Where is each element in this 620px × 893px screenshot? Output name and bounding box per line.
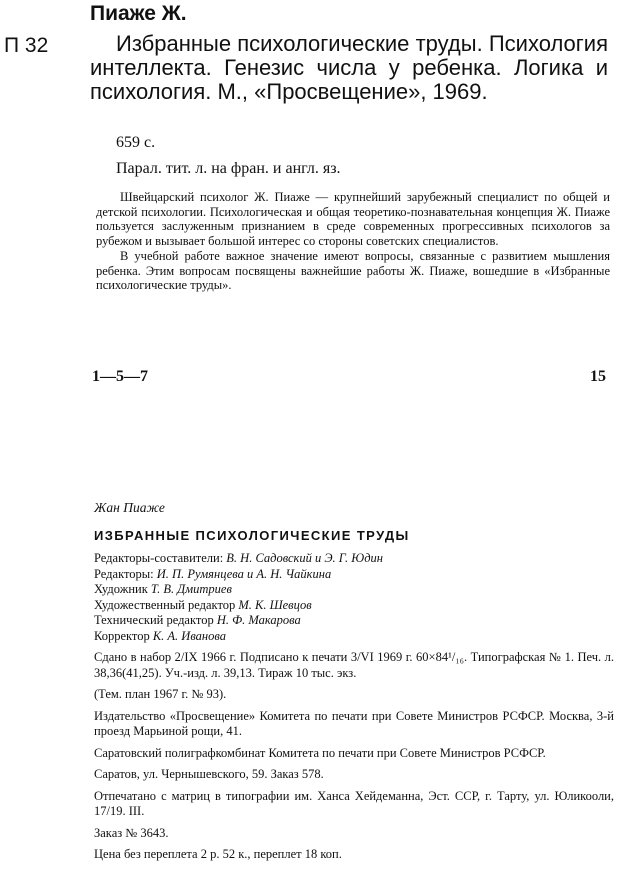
printer-address: Саратов, ул. Чернышевского, 59. Заказ 578.: [94, 767, 324, 781]
credit-line: [94, 567, 614, 583]
publisher-info: Издательство «Просвещение» Комитета по печати при Совете Министров РСФСР. Москва, 3-й проезд Марьиной рощи, 41.: [94, 708, 614, 738]
annotation: [96, 190, 610, 293]
credit-role: Корректор: [94, 628, 150, 643]
matrices-info: Отпечатано с матриц в типографии им. Ханса Хейдеманна, Эст. ССР, г. Тарту, ул. Юликооли, 17/19. III.: [94, 788, 614, 818]
credit-line: [94, 598, 614, 614]
credit-names: В. Н. Садовский и Э. Г. Юдин: [226, 551, 383, 565]
credit-line: [94, 551, 614, 567]
thematic-plan: (Тем. план 1967 г. № 93).: [94, 687, 227, 701]
credit-line: [94, 582, 614, 598]
price: Цена без переплета 2 р. 52 к., переплет 18 коп.: [94, 847, 342, 861]
credit-role: Художник: [94, 582, 148, 596]
index-code: 1—5—7: [92, 368, 148, 385]
call-number: П 32: [4, 34, 49, 57]
imprint-author: Жан Пиаже: [94, 500, 165, 515]
credit-line: [94, 629, 614, 645]
credit-names: К. А. Иванова: [152, 628, 226, 643]
credit-names: И. П. Румянцева и А. Н. Чайкина: [156, 566, 332, 581]
imprint-title: ИЗБРАННЫЕ ПСИХОЛОГИЧЕСКИЕ ТРУДЫ: [94, 528, 410, 543]
order-number: Заказ № 3643.: [94, 825, 169, 840]
credit-role: Художественный редактор: [94, 597, 236, 612]
parallel-title-note: Парал. тит. л. на фран. и англ. яз.: [116, 160, 341, 177]
annotation-paragraph: Швейцарский психолог Ж. Пиаже — крупнейший зарубежный специалист по общей и детской психологии. Психологическая и общая теоретико-познавательная концепция Ж. Пиаже пользуется заслуженным признанием в среде современных прогрессивных психологов за рубежом и вызывает большой интерес со стороны советских специалистов.: [96, 190, 610, 249]
publication-info: [94, 650, 614, 869]
credits-list: [94, 551, 614, 644]
credit-line: [94, 613, 614, 629]
credit-role: Технический редактор: [94, 613, 214, 627]
credit-names: Т. В. Дмитриев: [150, 582, 232, 596]
credit-names: Н. Ф. Макарова: [216, 613, 301, 627]
book-title: Избранные психологические труды. Психология интеллекта. Генезис числа у ребенка. Логика и психология. М., «Просвещение», 1969.: [90, 31, 608, 104]
page-count: 659 с.: [116, 134, 156, 151]
printer-info: Саратовский полиграфкомбинат Комитета по печати при Совете Министров РСФСР.: [94, 745, 546, 760]
issue-number: 15: [590, 368, 606, 385]
annotation-paragraph: В учебной работе важное значение имеют вопросы, связанные с развитием мышления ребенка. Этим вопросам посвящены важнейшие работы Ж. Пиаже, вошедшие в «Избранные психологические труды».: [96, 248, 610, 293]
credit-names: М. К. Шевцов: [238, 597, 312, 612]
printing-details: Сдано в набор 2/IX 1966 г. Подписано к печати 3/VI 1969 г. 60×84¹/₁₆. Типографская № 1. Печ. л. 38,36(41,25). Уч.-изд. л. 39,13. Тираж 10 тыс. экз.: [94, 650, 614, 680]
author-heading: Пиаже Ж.: [90, 2, 187, 25]
credit-role: Редакторы:: [94, 566, 154, 581]
credit-role: Редакторы-составители:: [94, 551, 224, 565]
